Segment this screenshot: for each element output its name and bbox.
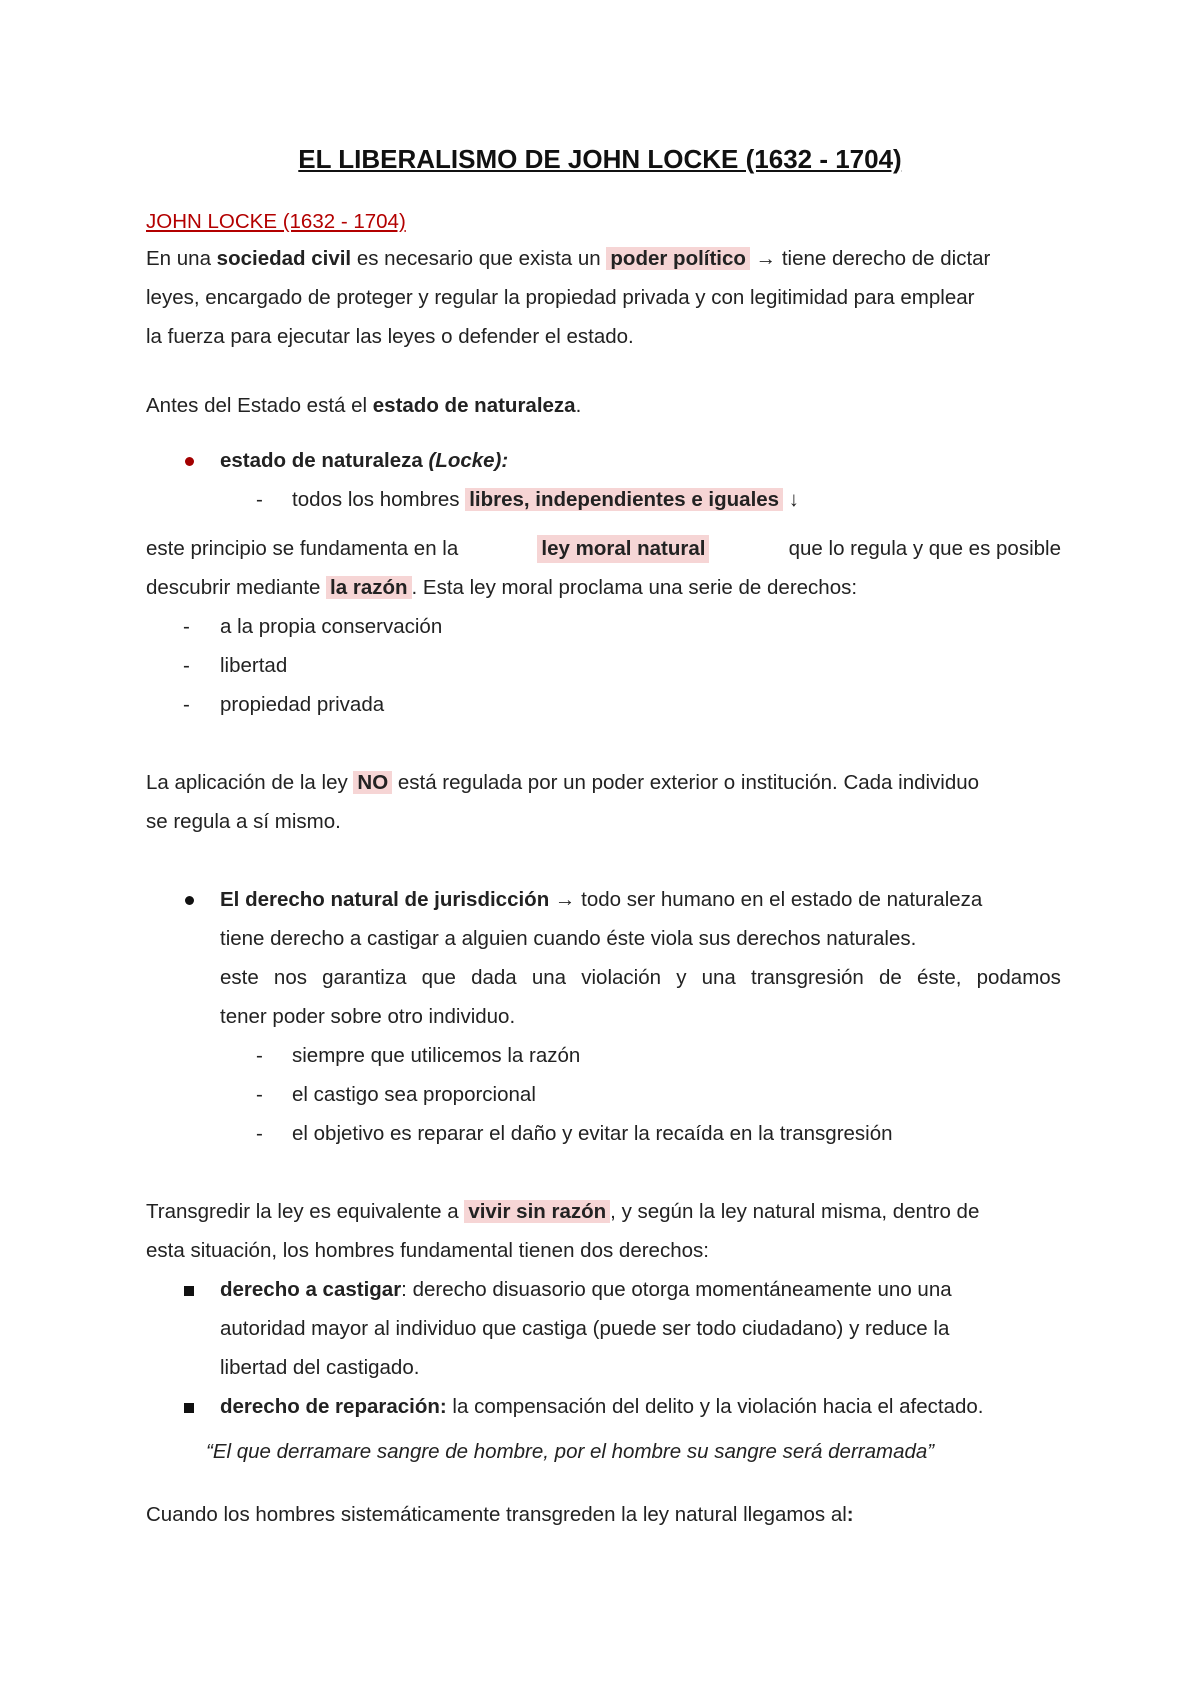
highlight-term: la razón [326, 576, 411, 599]
text-span: está regulada por un poder exterior o institución. Cada individuo [392, 771, 980, 794]
paragraph-6 [146, 1501, 854, 1529]
text-span: . [575, 394, 582, 417]
bold-colon: : [846, 1503, 854, 1526]
paragraph-1-line-3: la fuerza para ejecutar las leyes o defender el estado. [146, 325, 634, 348]
paragraph-2 [146, 392, 581, 420]
paragraph-5-line-1 [146, 1198, 979, 1226]
text-span: descubrir mediante [146, 576, 327, 599]
section-subtitle: JOHN LOCKE (1632 - 1704) [146, 210, 406, 233]
bold-term: derecho a castigar [220, 1278, 402, 1301]
list-item: libertad [220, 654, 288, 677]
text-span: La aplicación de la ley [146, 771, 354, 794]
list-item: a la propia conservación [220, 615, 443, 638]
text-span: En una [146, 247, 217, 270]
paragraph-3-line-1 [146, 535, 1061, 563]
square-bullet-icon [184, 1286, 194, 1296]
bullet-2-line-2: tiene derecho a castigar a alguien cuando éste viola sus derechos naturales. [220, 927, 917, 950]
bold-term: El derecho natural de jurisdicción [220, 888, 550, 911]
list-item: el castigo sea proporcional [292, 1083, 536, 1106]
text-span: es necesario que exista un [351, 247, 607, 270]
paragraph-1-line-1 [146, 245, 990, 273]
list-item: el objetivo es reparar el daño y evitar la recaída en la transgresión [292, 1122, 893, 1145]
paragraph-5-line-2: esta situación, los hombres fundamental tienen dos derechos: [146, 1239, 709, 1262]
dash-icon: - [256, 1044, 263, 1067]
text-span: , y según la ley natural misma, dentro de [610, 1200, 980, 1223]
text-span: la compensación del delito y la violación hacia el afectado. [446, 1395, 984, 1418]
text-span: que lo regula y que es posible [788, 537, 1061, 560]
text-span: : derecho disuasorio que otorga momentáneamente uno una [401, 1278, 952, 1301]
square-item-1-line-3: libertad del castigado. [220, 1356, 420, 1379]
text-span: → todo ser humano en el estado de naturaleza [549, 888, 983, 911]
dash-icon: - [183, 654, 190, 677]
highlight-term: ley moral natural [537, 535, 709, 563]
dash-icon: - [183, 615, 190, 638]
dash-icon: - [256, 1083, 263, 1106]
text-span: Antes del Estado está el [146, 394, 373, 417]
text-span: → tiene derecho de dictar [749, 247, 991, 270]
quote: “El que derramare sangre de hombre, por el hombre su sangre será derramada” [206, 1440, 935, 1463]
list-item: propiedad privada [220, 693, 385, 716]
bullet-2-line-4: tener poder sobre otro individuo. [220, 1005, 516, 1028]
bullet-2-line-1 [220, 886, 982, 914]
text-span: Cuando los hombres sistemáticamente transgreden la ley natural llegamos al [146, 1503, 847, 1526]
down-arrow-icon: ↓ [783, 488, 800, 511]
bold-term: estado de naturaleza [372, 394, 576, 417]
paragraph-4-line-2: se regula a sí mismo. [146, 810, 341, 833]
list-item: siempre que utilicemos la razón [292, 1044, 581, 1067]
dash-icon: - [183, 693, 190, 716]
dash-icon: - [256, 488, 263, 511]
text-span: todos los hombres [292, 488, 466, 511]
text-span: este principio se fundamenta en la [146, 537, 459, 560]
bold-term: estado de naturaleza [220, 449, 429, 472]
square-item-1-line-1 [220, 1276, 1061, 1304]
bold-term: derecho de reparación: [220, 1395, 447, 1418]
bullet-1-sub [292, 486, 799, 514]
bullet-1-heading [220, 447, 508, 475]
square-item-1-line-2: autoridad mayor al individuo que castiga (puede ser todo ciudadano) y reduce la [220, 1317, 950, 1340]
text-span: . Esta ley moral proclama una serie de derechos: [411, 576, 858, 599]
paragraph-3-line-2 [146, 574, 857, 602]
bullet-icon [185, 457, 194, 466]
highlight-term: vivir sin razón [464, 1200, 610, 1223]
paragraph-1-line-2: leyes, encargado de proteger y regular la propiedad privada y con legitimidad para emplear [146, 286, 975, 309]
highlight-term: libres, independientes e iguales [465, 488, 783, 511]
bold-term: sociedad civil [216, 247, 352, 270]
highlight-term: NO [353, 771, 392, 794]
dash-icon: - [256, 1122, 263, 1145]
square-item-2 [220, 1393, 983, 1421]
page-title: EL LIBERALISMO DE JOHN LOCKE (1632 - 1704) [298, 144, 902, 174]
highlight-term: poder político [606, 247, 750, 270]
text-span: este nos garantiza que dada una violación y una transgresión de éste, podamos [220, 966, 1061, 989]
square-bullet-icon [184, 1403, 194, 1413]
italic-term: (Locke): [428, 449, 509, 472]
bullet-icon [185, 896, 194, 905]
text-span: Transgredir la ley es equivalente a [146, 1200, 465, 1223]
bullet-2-line-3 [220, 964, 1061, 992]
paragraph-4-line-1 [146, 769, 979, 797]
